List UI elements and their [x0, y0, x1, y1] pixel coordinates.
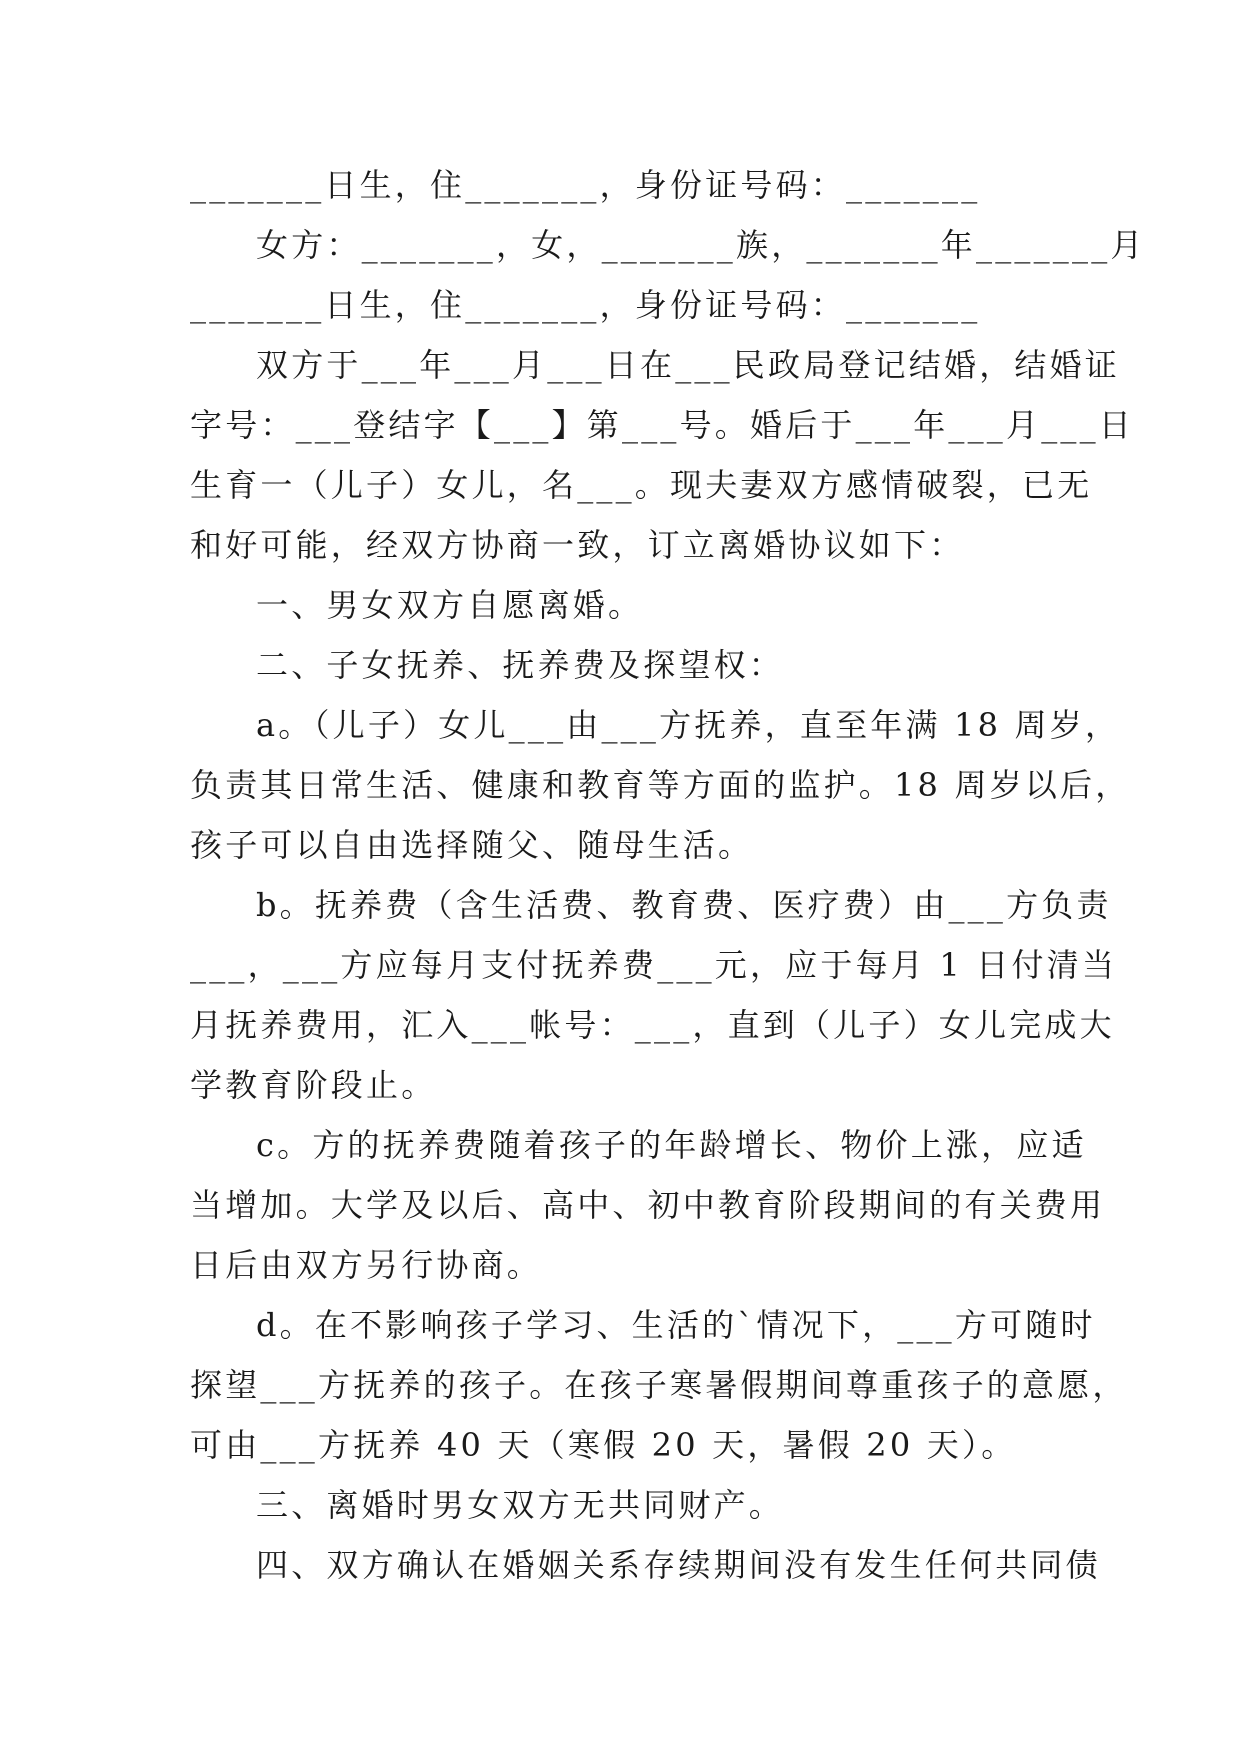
text-line: 探望___方抚养的孩子。在孩子寒暑假期间尊重孩子的意愿，	[190, 1366, 1128, 1404]
text-line: c。方的抚养费随着孩子的年龄增长、物价上涨，应适	[256, 1126, 1087, 1164]
text-line: 二、子女抚养、抚养费及探望权：	[256, 646, 785, 684]
text-line: 孩子可以自由选择随父、随母生活。	[190, 826, 754, 864]
text-line: 双方于___年___月___日在___民政局登记结婚，结婚证	[256, 346, 1121, 384]
text-line: _______日生，住_______，身份证号码：_______	[190, 166, 981, 204]
text-line: 月抚养费用，汇入___帐号：___，直到（儿子）女儿完成大	[190, 1006, 1115, 1044]
text-line: _______日生，住_______，身份证号码：_______	[190, 286, 981, 324]
text-line: 负责其日常生活、健康和教育等方面的监护。18 周岁以后，	[190, 766, 1131, 804]
text-line: 女方：_______，女，_______族，_______年_______月	[256, 226, 1146, 264]
text-line: 可由___方抚养 40 天（寒假 20 天，暑假 20 天）。	[190, 1426, 1017, 1464]
text-line: 和好可能，经双方协商一致，订立离婚协议如下：	[190, 526, 965, 564]
text-line: 学教育阶段止。	[190, 1066, 437, 1104]
text-line: 一、男女双方自愿离婚。	[256, 586, 644, 624]
text-line: b。抚养费（含生活费、教育费、医疗费）由___方负责	[256, 886, 1112, 924]
text-line: 字号：___登结字【___】第___号。婚后于___年___月___日	[190, 406, 1135, 444]
text-line: 日后由双方另行协商。	[190, 1246, 543, 1284]
text-line: ___，___方应每月支付抚养费___元，应于每月 1 日付清当	[190, 946, 1118, 984]
text-line: 四、双方确认在婚姻关系存续期间没有发生任何共同债	[256, 1546, 1101, 1584]
text-line: 生育一（儿子）女儿，名___。现夫妻双方感情破裂，已无	[190, 466, 1093, 504]
text-line: 当增加。大学及以后、高中、初中教育阶段期间的有关费用	[190, 1186, 1106, 1224]
text-line: a。（儿子）女儿___由___方抚养，直至年满 18 周岁，	[256, 706, 1121, 744]
text-line: 三、离婚时男女双方无共同财产。	[256, 1486, 785, 1524]
text-line: d。在不影响孩子学习、生活的`情况下，___方可随时	[256, 1306, 1096, 1344]
